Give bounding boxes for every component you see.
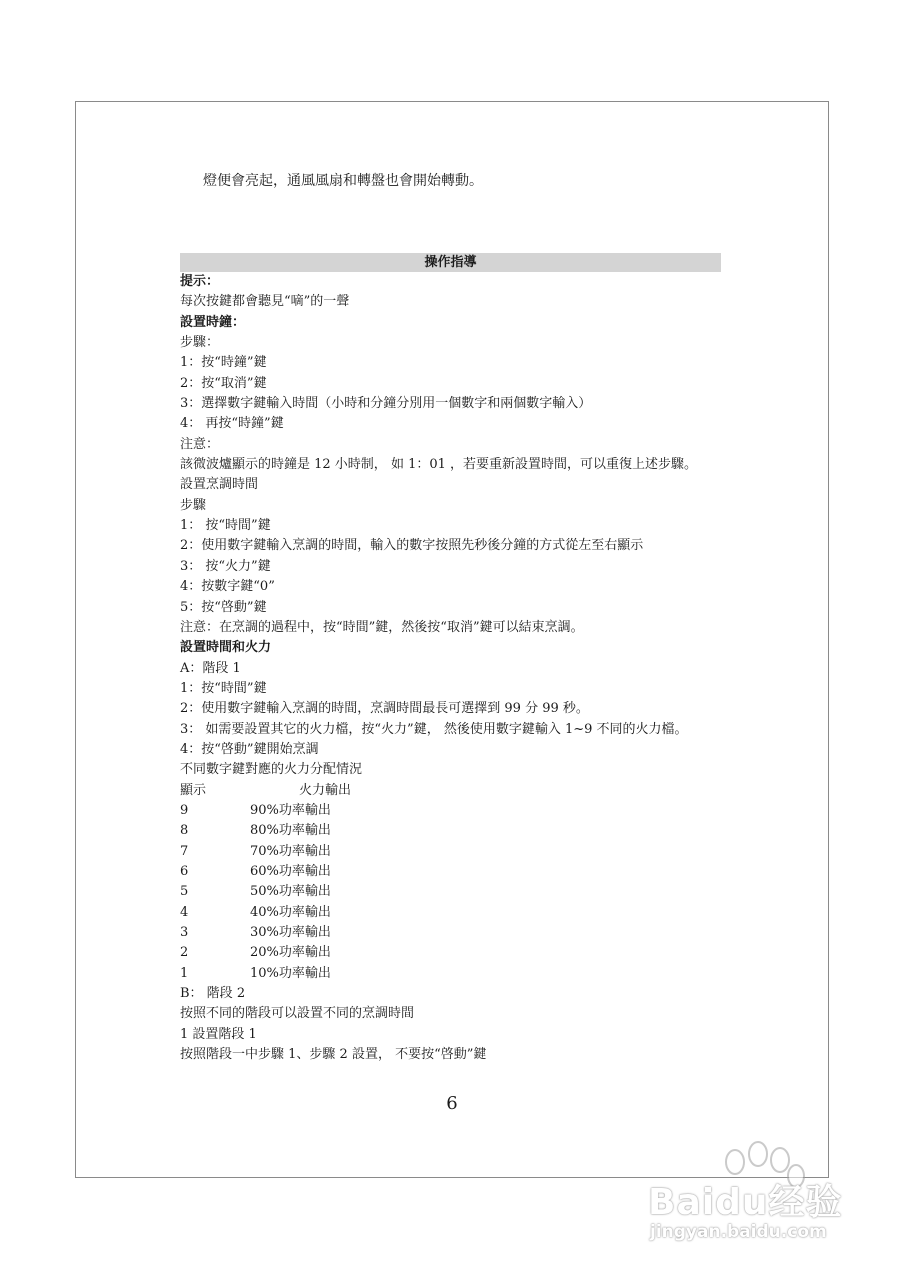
power-output: 30%功率輸出 <box>250 925 331 940</box>
power-table-row <box>180 964 740 984</box>
text-line: 1 設置階段 1 <box>180 1026 257 1042</box>
text-line: 1：按“時間”鍵 <box>180 680 267 696</box>
text-line: 設置時間和火力 <box>180 640 272 656</box>
text-line: 注意： <box>180 436 220 452</box>
text-line: 提示： <box>180 274 220 289</box>
text-line: 設置烹調時間 <box>180 477 259 493</box>
power-level: 5 <box>180 884 189 900</box>
text-line: 1：按“時鐘”鍵 <box>180 355 267 371</box>
power-table-row <box>180 821 740 841</box>
text-line: B： 階段 2 <box>180 986 246 1002</box>
text-line: 步驟： <box>180 335 220 351</box>
power-level: 1 <box>180 965 189 981</box>
text-line: 設置時鐘： <box>180 314 246 330</box>
document-body <box>180 272 740 1065</box>
power-level: 2 <box>180 945 189 961</box>
text-line: 每次按鍵都會聽見“嘀”的一聲 <box>180 294 350 310</box>
text-line: 4：按數字鍵“0” <box>180 579 275 595</box>
section-title-bar: 操作指導 <box>180 253 721 272</box>
watermark-brand: Baidu经验 <box>648 1182 843 1223</box>
power-table-row <box>180 862 740 882</box>
power-level: 3 <box>180 925 189 940</box>
power-table-rows <box>180 801 740 984</box>
power-level: 6 <box>180 863 189 879</box>
power-level: 7 <box>180 843 189 859</box>
power-table-row <box>180 882 740 902</box>
instruction-lines <box>180 272 740 781</box>
power-table-row <box>180 943 740 963</box>
text-line: 注意：在烹調的過程中，按“時間”鍵，然後按“取消”鍵可以結束烹調。 <box>180 619 584 635</box>
header-power-output: 火力輸出 <box>299 782 352 798</box>
power-output: 60%功率輸出 <box>250 863 331 879</box>
power-output: 10%功率輸出 <box>250 965 331 981</box>
power-output: 70%功率輸出 <box>250 843 331 859</box>
power-output: 20%功率輸出 <box>250 945 331 961</box>
text-line: 步驟 <box>180 497 207 513</box>
power-output: 40%功率輸出 <box>250 904 331 920</box>
power-level: 8 <box>180 823 189 839</box>
text-line: 2：使用數字鍵輸入烹調的時間，烹調時間最長可選擇到 99 分 99 秒。 <box>180 701 589 717</box>
power-table-row <box>180 801 740 821</box>
text-line: 1： 按“時間”鍵 <box>180 518 271 534</box>
power-output: 50%功率輸出 <box>250 884 331 900</box>
power-level: 9 <box>180 802 189 818</box>
text-line: 按照不同的階段可以設置不同的烹調時間 <box>180 1006 415 1022</box>
text-line: 不同數字鍵對應的火力分配情況 <box>180 762 363 778</box>
watermark-url: jingyan.baidu.com <box>650 1222 827 1242</box>
text-line: 2：按“取消”鍵 <box>180 375 267 391</box>
text-line: 3：選擇數字鍵輸入時間（小時和分鐘分別用一個數字和兩個數字輸入） <box>180 396 592 412</box>
text-line: 3： 按“火力”鍵 <box>180 558 271 574</box>
power-output: 80%功率輸出 <box>250 823 331 839</box>
power-table-header <box>180 781 740 801</box>
intro-text: 燈便會亮起，通風風扇和轉盤也會開始轉動。 <box>203 173 483 189</box>
page-number: 6 <box>446 1093 458 1114</box>
power-table-row <box>180 842 740 862</box>
text-line: 3： 如需要設置其它的火力檔，按“火力”鍵， 然後使用數字鍵輸入 1~9 不同的火力檔。 <box>180 721 688 737</box>
text-line: 5：按“啓動”鍵 <box>180 599 267 615</box>
text-line: 按照階段一中步驟 1、步驟 2 設置， 不要按“啓動”鍵 <box>180 1047 487 1063</box>
text-line: 該微波爐顯示的時鐘是 12 小時制， 如 1：01 ，若要重新設置時間，可以重復上述步驟。 <box>180 457 698 473</box>
power-table-row <box>180 903 740 923</box>
text-line: 4：按“啓動”鍵開始烹調 <box>180 741 319 757</box>
power-output: 90%功率輸出 <box>250 802 331 818</box>
tail-lines <box>180 984 740 1065</box>
header-display: 顯示 <box>180 782 207 798</box>
power-table-row <box>180 923 740 943</box>
text-line: 4： 再按“時鐘”鍵 <box>180 416 284 432</box>
text-line: 2：使用數字鍵輸入烹調的時間，輸入的數字按照先秒後分鐘的方式從左至右顯示 <box>180 538 644 554</box>
text-line: A：階段 1 <box>180 660 241 676</box>
power-level: 4 <box>180 904 189 920</box>
